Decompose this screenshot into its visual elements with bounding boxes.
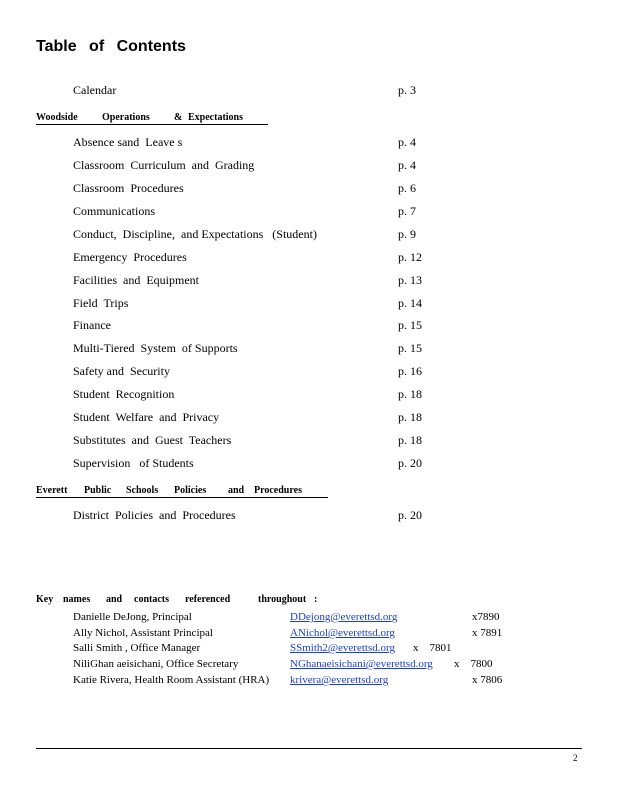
contact-email-link[interactable]: DDejong@everettsd.org: [290, 611, 398, 623]
toc-page: p. 18: [398, 410, 422, 424]
section-word: &: [174, 112, 183, 123]
section-heading-woodside: [36, 112, 268, 125]
toc-entry: Emergency Procedures: [73, 250, 187, 264]
toc-entry: Absence sand Leave s: [73, 135, 183, 149]
toc-entry: Multi-Tiered System of Supports: [73, 341, 238, 355]
section-word: Public: [84, 485, 112, 496]
contact-extension: x 7800: [454, 658, 493, 670]
section-word: Policies: [174, 485, 207, 496]
toc-page: p. 7: [398, 204, 416, 218]
toc-entry: Safety and Security: [73, 364, 170, 378]
section-word: and: [228, 485, 245, 496]
contact-name: Salli Smith , Office Manager: [73, 642, 201, 654]
toc-page: p. 15: [398, 318, 422, 332]
toc-entry: Facilities and Equipment: [73, 273, 199, 287]
toc-entry: Classroom Curriculum and Grading: [73, 158, 255, 172]
toc-title: Table of Contents: [36, 38, 186, 55]
page-number: 2: [573, 753, 578, 763]
section-word: Everett: [36, 485, 68, 496]
contact-extension: x 7801: [413, 642, 452, 654]
toc-entry: District Policies and Procedures: [73, 508, 236, 522]
contact-name: Danielle DeJong, Principal: [73, 611, 192, 623]
contact-name: NiliGhan aeisichani, Office Secretary: [73, 658, 239, 670]
heading-word: Key: [36, 594, 54, 605]
toc-page: p. 16: [398, 364, 422, 378]
toc-page: p. 15: [398, 341, 422, 355]
toc-page: p. 20: [398, 456, 422, 470]
heading-word: and: [106, 594, 123, 605]
contact-email-link[interactable]: NGhanaeisichani@everettsd.org: [290, 658, 433, 670]
toc-page: p. 9: [398, 227, 416, 241]
toc-page: p. 4: [398, 158, 416, 172]
toc-entry: Field Trips: [73, 296, 129, 310]
toc-page: p. 4: [398, 135, 416, 149]
toc-page: p. 20: [398, 508, 422, 522]
toc-entry-calendar: Calendar: [73, 83, 117, 97]
toc-entry: Communications: [73, 204, 155, 218]
contact-email-link[interactable]: ANichol@everettsd.org: [290, 627, 395, 639]
contact-extension: x7890: [472, 611, 500, 623]
contacts-heading: [36, 594, 317, 605]
heading-word: :: [314, 594, 318, 605]
toc-page: p. 18: [398, 387, 422, 401]
toc-page: p. 6: [398, 181, 416, 195]
toc-entry: Supervision of Students: [73, 456, 194, 470]
toc-page: p. 13: [398, 273, 422, 287]
section-heading-everett: [36, 485, 328, 498]
toc-entry: Student Recognition: [73, 387, 175, 401]
toc-entry: Substitutes and Guest Teachers: [73, 433, 232, 447]
toc-page: p. 12: [398, 250, 422, 264]
contact-extension: x 7806: [472, 674, 503, 686]
toc-page: p. 18: [398, 433, 422, 447]
footer-divider: [36, 748, 582, 749]
heading-word: throughout: [258, 594, 307, 605]
section-word: Woodside: [36, 112, 78, 123]
section-word: Expectations: [188, 112, 243, 123]
contact-extension: x 7891: [472, 627, 503, 639]
heading-word: contacts: [134, 594, 169, 605]
heading-word: names: [63, 594, 91, 605]
section-word: Operations: [102, 112, 150, 123]
contact-name: Katie Rivera, Health Room Assistant (HRA): [73, 674, 270, 686]
toc-entry: Conduct, Discipline, and Expectations (Student): [73, 227, 317, 241]
toc-entry: Student Welfare and Privacy: [73, 410, 220, 424]
heading-word: referenced: [185, 594, 231, 605]
toc-entry: Finance: [73, 318, 111, 332]
contact-email-link[interactable]: SSmith2@everettsd.org: [290, 642, 395, 654]
toc-page: p. 14: [398, 296, 422, 310]
contact-email-link[interactable]: krivera@everettsd.org: [290, 674, 389, 686]
contact-name: Ally Nichol, Assistant Principal: [73, 627, 213, 639]
section-word: Procedures: [254, 485, 302, 496]
section-word: Schools: [126, 485, 159, 496]
toc-page-calendar: p. 3: [398, 83, 416, 97]
toc-entry: Classroom Procedures: [73, 181, 184, 195]
